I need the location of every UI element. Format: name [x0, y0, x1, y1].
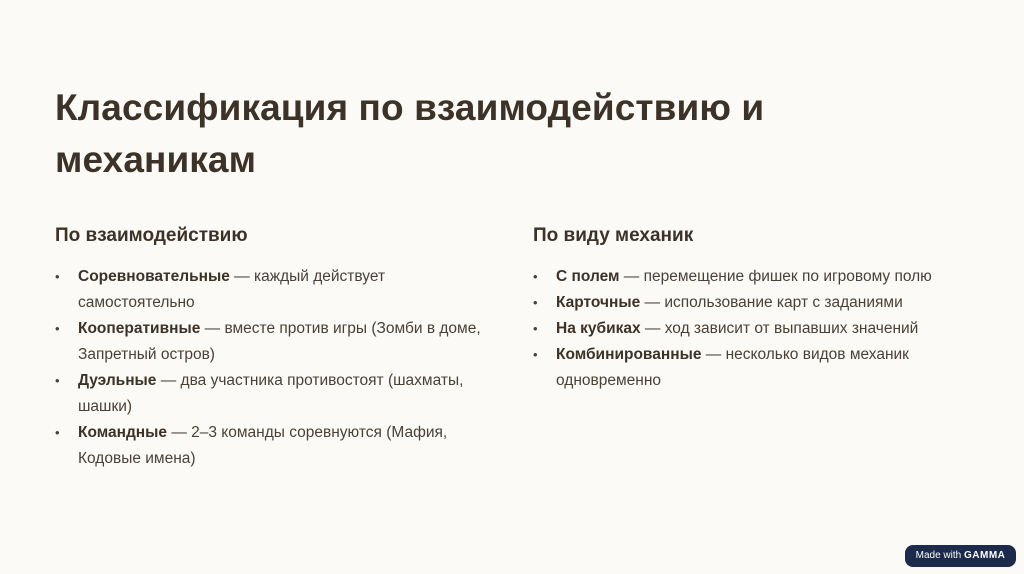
list-item: [55, 316, 495, 368]
list-item: [533, 264, 973, 290]
bullet-icon: •: [55, 373, 60, 388]
item-description: — 2–3 команды соревнуются (Мафия, Кодовые имена): [78, 424, 448, 467]
list-item: [55, 420, 495, 472]
gamma-logo: GAMMA: [963, 550, 1006, 561]
item-term: Командные: [78, 424, 168, 441]
item-description: — использование карт с заданиями: [640, 294, 903, 311]
bullet-icon: •: [533, 347, 538, 362]
item-description: — ход зависит от выпавших значений: [640, 320, 919, 337]
bullet-icon: •: [55, 269, 60, 284]
mechanics-column: [533, 222, 973, 394]
mechanics-heading: По виду механик: [533, 225, 694, 246]
badge-prefix: Made with: [915, 550, 962, 561]
bullet-icon: •: [533, 269, 538, 284]
item-term: Комбинированные: [556, 346, 702, 363]
interaction-column: [55, 222, 495, 472]
list-item: [533, 342, 973, 394]
mechanics-list: [533, 264, 973, 394]
slide-title: Классификация по взаимодействию и механикам: [55, 87, 765, 180]
bullet-icon: •: [533, 295, 538, 310]
item-term: Кооперативные: [78, 320, 201, 337]
interaction-list: [55, 264, 495, 472]
item-term: С полем: [556, 268, 620, 285]
bullet-icon: •: [55, 321, 60, 336]
item-description: — перемещение фишек по игровому полю: [619, 268, 932, 285]
list-item: [533, 316, 973, 342]
item-description: — вместе против игры (Зомби в доме, Запретный остров): [78, 320, 481, 363]
list-item: [533, 290, 973, 316]
made-with-gamma-badge[interactable]: [905, 545, 1016, 567]
item-term: Дуэльные: [78, 372, 157, 389]
list-item: [55, 368, 495, 420]
item-description: — два участника противостоят (шахматы, шашки): [78, 372, 464, 415]
item-term: Карточные: [556, 294, 641, 311]
item-term: На кубиках: [556, 320, 641, 337]
item-term: Соревновательные: [78, 268, 230, 285]
bullet-icon: •: [533, 321, 538, 336]
item-description: — каждый действует самостоятельно: [78, 268, 386, 311]
item-description: — несколько видов механик одновременно: [556, 346, 909, 389]
bullet-icon: •: [55, 425, 60, 440]
interaction-heading: По взаимодействию: [55, 225, 248, 246]
list-item: [55, 264, 495, 316]
